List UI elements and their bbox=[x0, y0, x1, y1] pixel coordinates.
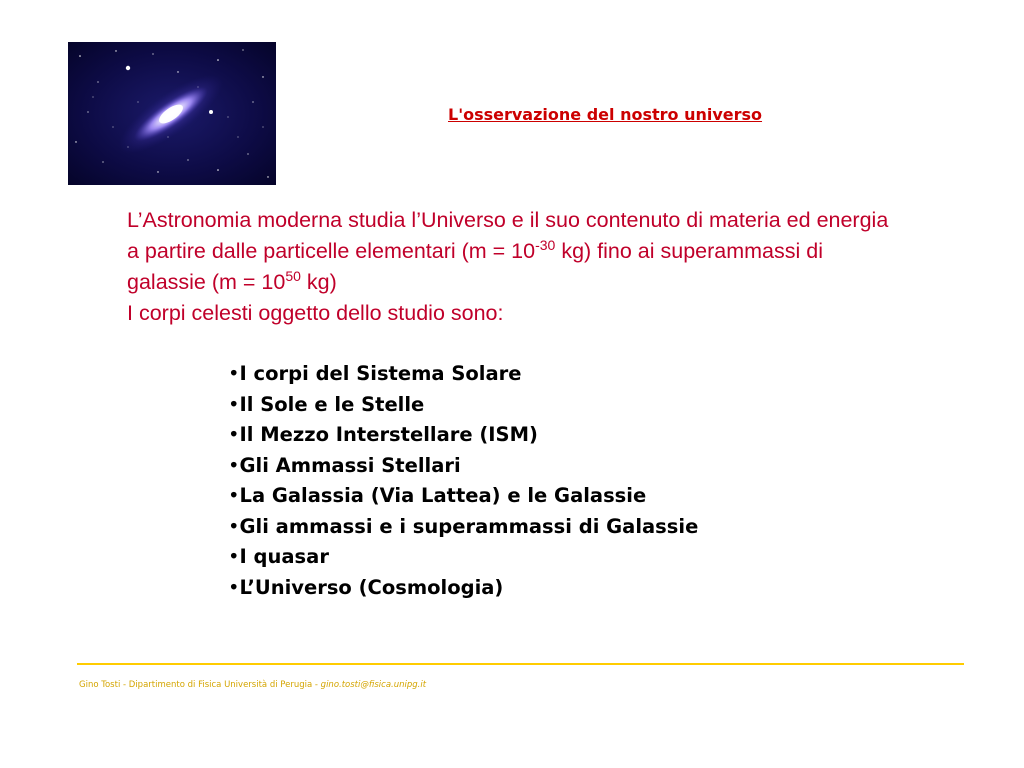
list-item bbox=[228, 390, 698, 421]
list-item bbox=[228, 573, 698, 604]
bullet-icon: • bbox=[228, 514, 240, 538]
list-item-label: Il Sole e le Stelle bbox=[239, 392, 425, 416]
slide-title: L'osservazione del nostro universo bbox=[448, 105, 763, 124]
exponent-particle-mass: -30 bbox=[535, 237, 556, 253]
list-item-label: Gli Ammassi Stellari bbox=[239, 453, 461, 477]
list-item-label: I quasar bbox=[239, 545, 329, 568]
bullet-icon: • bbox=[228, 545, 240, 568]
list-item bbox=[228, 359, 698, 390]
intro-line-3: kg) bbox=[300, 270, 337, 294]
bullet-icon: • bbox=[228, 575, 240, 599]
list-item bbox=[228, 542, 698, 573]
galaxy-image bbox=[68, 42, 276, 185]
list-item bbox=[228, 512, 698, 543]
list-item-label: Il Mezzo Interstellare (ISM) bbox=[239, 423, 538, 446]
bullet-icon: • bbox=[228, 362, 240, 385]
exponent-supercluster-mass: 50 bbox=[285, 268, 301, 284]
bullet-icon: • bbox=[228, 484, 240, 507]
footer-divider bbox=[77, 663, 964, 665]
list-item-label: I corpi del Sistema Solare bbox=[239, 362, 522, 385]
bullet-icon: • bbox=[228, 392, 240, 416]
footer-email-link[interactable]: gino.tosti@fisica.unipg.it bbox=[320, 680, 427, 690]
list-item-label: La Galassia (Via Lattea) e le Galassie bbox=[239, 484, 647, 507]
list-item-label: Gli ammassi e i superammassi di Galassie bbox=[239, 514, 699, 538]
list-item bbox=[228, 481, 698, 512]
bullet-icon: • bbox=[228, 423, 240, 446]
topics-list bbox=[228, 359, 698, 603]
intro-line-1: L’Astronomia moderna studia l’Universo e il suo contenuto di materia ed energia a partire dalle particelle elementari (m = 10 bbox=[127, 208, 889, 263]
intro-lead: I corpi celesti oggetto dello studio sono: bbox=[127, 301, 504, 325]
intro-text bbox=[127, 205, 897, 298]
bullet-icon: • bbox=[228, 453, 240, 477]
list-item-label: L’Universo (Cosmologia) bbox=[239, 575, 504, 599]
footer bbox=[79, 680, 426, 690]
intro-paragraph bbox=[127, 205, 897, 329]
footer-credit: Gino Tosti - Dipartimento di Fisica Università di Perugia - bbox=[79, 680, 321, 690]
list-item bbox=[228, 420, 698, 451]
list-item bbox=[228, 451, 698, 482]
intro-line-2: kg) fino ai superammassi di galassie (m = 10 bbox=[127, 239, 824, 294]
